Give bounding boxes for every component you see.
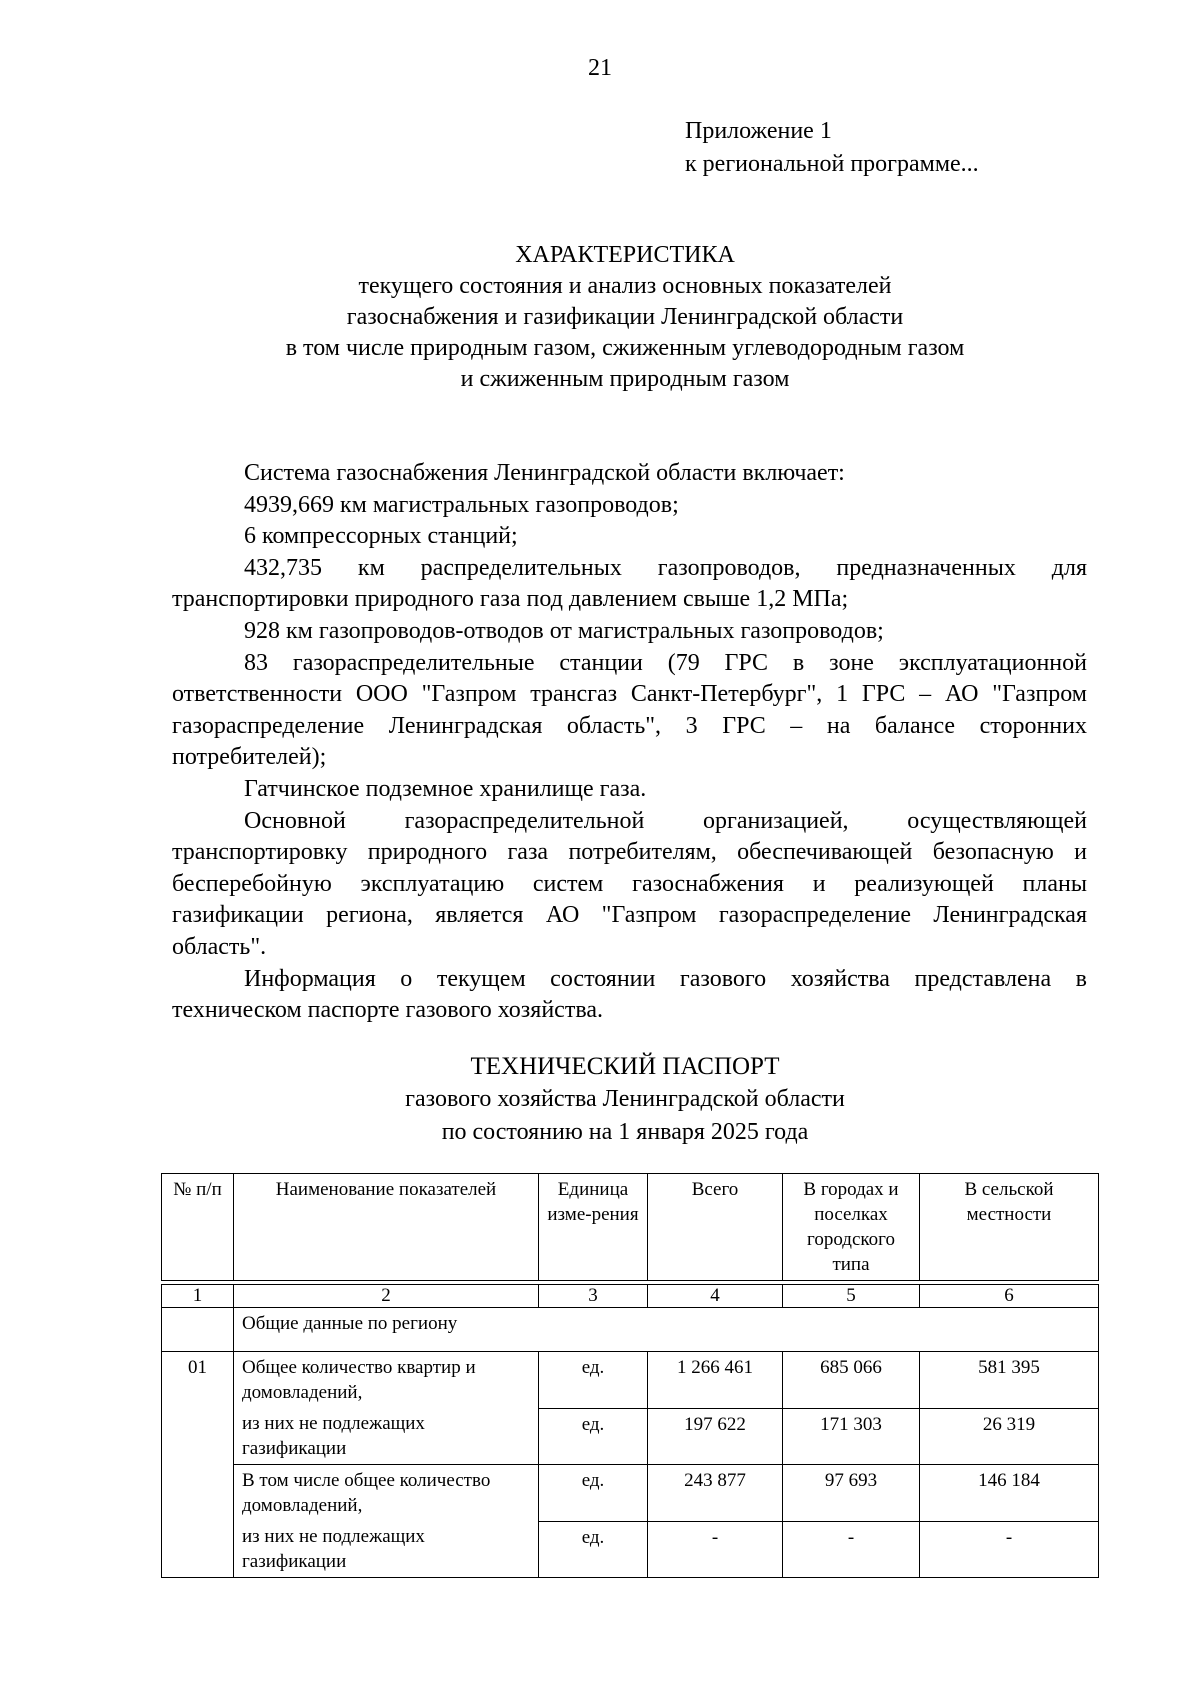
- paragraph: 432,735 км распределительных газопроводов, предназначенных для транспортировки природного газа под давлением свыше 1,2 МПа;: [172, 554, 1087, 613]
- paragraph: 83 газораспределительные станции (79 ГРС в зоне эксплуатационной ответственности ООО "Газпром трансгаз Санкт-Петербург", 1 ГРС – АО "Газпром газораспределение Ленинградская область", 3 ГРС – на балансе сторонних потребителей);: [172, 649, 1087, 771]
- header-total: Всего: [648, 1174, 783, 1281]
- passport-title: [160, 1050, 1090, 1149]
- column-number: 6: [920, 1285, 1099, 1308]
- title-line: газоснабжения и газификации Ленинградской области: [346, 304, 904, 330]
- table-row: [162, 1408, 1099, 1465]
- row-name: из них не подлежащих газификации: [234, 1521, 539, 1578]
- row-name: В том числе общее количество домовладений,: [234, 1465, 539, 1522]
- table-row: [162, 1465, 1099, 1522]
- header-num: № п/п: [162, 1174, 234, 1281]
- header-name: Наименование показателей: [234, 1174, 539, 1281]
- row-rural: 581 395: [920, 1352, 1099, 1409]
- paragraph: 6 компрессорных станций;: [244, 523, 518, 550]
- row-name: из них не подлежащих газификации: [234, 1408, 539, 1465]
- section-title: Общие данные по региону: [234, 1308, 1099, 1352]
- column-number: 4: [648, 1285, 783, 1308]
- row-total: 1 266 461: [648, 1352, 783, 1409]
- row-rural: -: [920, 1521, 1099, 1578]
- title-heading: ХАРАКТЕРИСТИКА: [515, 242, 735, 268]
- column-number: 5: [783, 1285, 920, 1308]
- table-row: [162, 1352, 1099, 1409]
- row-name: Общее количество квартир и домовладений,: [234, 1352, 539, 1409]
- title-line: и сжиженным природным газом: [460, 366, 790, 392]
- row-urban: 97 693: [783, 1465, 920, 1522]
- column-number-row: [162, 1285, 1099, 1308]
- document-title: [160, 240, 1090, 395]
- paragraph: Информация о текущем состоянии газового хозяйства представлена в техническом паспорте газового хозяйства.: [172, 965, 1087, 1024]
- row-urban: 171 303: [783, 1408, 920, 1465]
- row-urban: 685 066: [783, 1352, 920, 1409]
- column-number: 3: [539, 1285, 648, 1308]
- paragraph: Система газоснабжения Ленинградской области включает:: [244, 460, 845, 486]
- row-total: 243 877: [648, 1465, 783, 1522]
- row-unit: ед.: [539, 1352, 648, 1409]
- row-unit: ед.: [539, 1465, 648, 1522]
- header-rural: В сельской местности: [920, 1174, 1099, 1281]
- row-unit: ед.: [539, 1408, 648, 1465]
- passport-line: газового хозяйства Ленинградской области: [405, 1086, 845, 1112]
- passport-table: [161, 1173, 1099, 1578]
- row-unit: ед.: [539, 1521, 648, 1578]
- title-line: текущего состояния и анализ основных показателей: [358, 273, 892, 299]
- row-total: -: [648, 1521, 783, 1578]
- appendix-label: [685, 115, 979, 181]
- passport-line: по состоянию на 1 января 2025 года: [441, 1119, 809, 1145]
- passport-heading: ТЕХНИЧЕСКИЙ ПАСПОРТ: [470, 1053, 780, 1080]
- paragraph: 4939,669 км магистральных газопроводов;: [244, 491, 679, 518]
- table-header-row: [162, 1174, 1099, 1281]
- row-total: 197 622: [648, 1408, 783, 1465]
- header-unit: Единица изме-рения: [539, 1174, 648, 1281]
- appendix-line-2: к региональной программе...: [685, 151, 979, 177]
- appendix-line-1: Приложение 1: [685, 118, 832, 144]
- row-rural: 146 184: [920, 1465, 1099, 1522]
- paragraph: Гатчинское подземное хранилище газа.: [244, 775, 647, 802]
- row-urban: -: [783, 1521, 920, 1578]
- row-number: 01: [162, 1352, 234, 1578]
- table-row: [162, 1521, 1099, 1578]
- title-line: в том числе природным газом, сжиженным углеводородным газом: [285, 335, 965, 361]
- header-urban: В городах и поселках городского типа: [783, 1174, 920, 1281]
- section-row: [162, 1308, 1099, 1352]
- column-number: 1: [162, 1285, 234, 1308]
- paragraph: Основной газораспределительной организацией, осуществляющей транспортировку природного газа потребителям, обеспечивающей безопасную и бесперебойную эксплуатацию систем газоснабжения и реализующей планы газификации региона, является АО "Газпром газораспределение Ленинградская область".: [172, 807, 1087, 960]
- page-number: 21: [588, 55, 612, 81]
- paragraph: 928 км газопроводов-отводов от магистральных газопроводов;: [244, 617, 884, 644]
- row-rural: 26 319: [920, 1408, 1099, 1465]
- body-text: [172, 458, 1087, 1027]
- column-number: 2: [234, 1285, 539, 1308]
